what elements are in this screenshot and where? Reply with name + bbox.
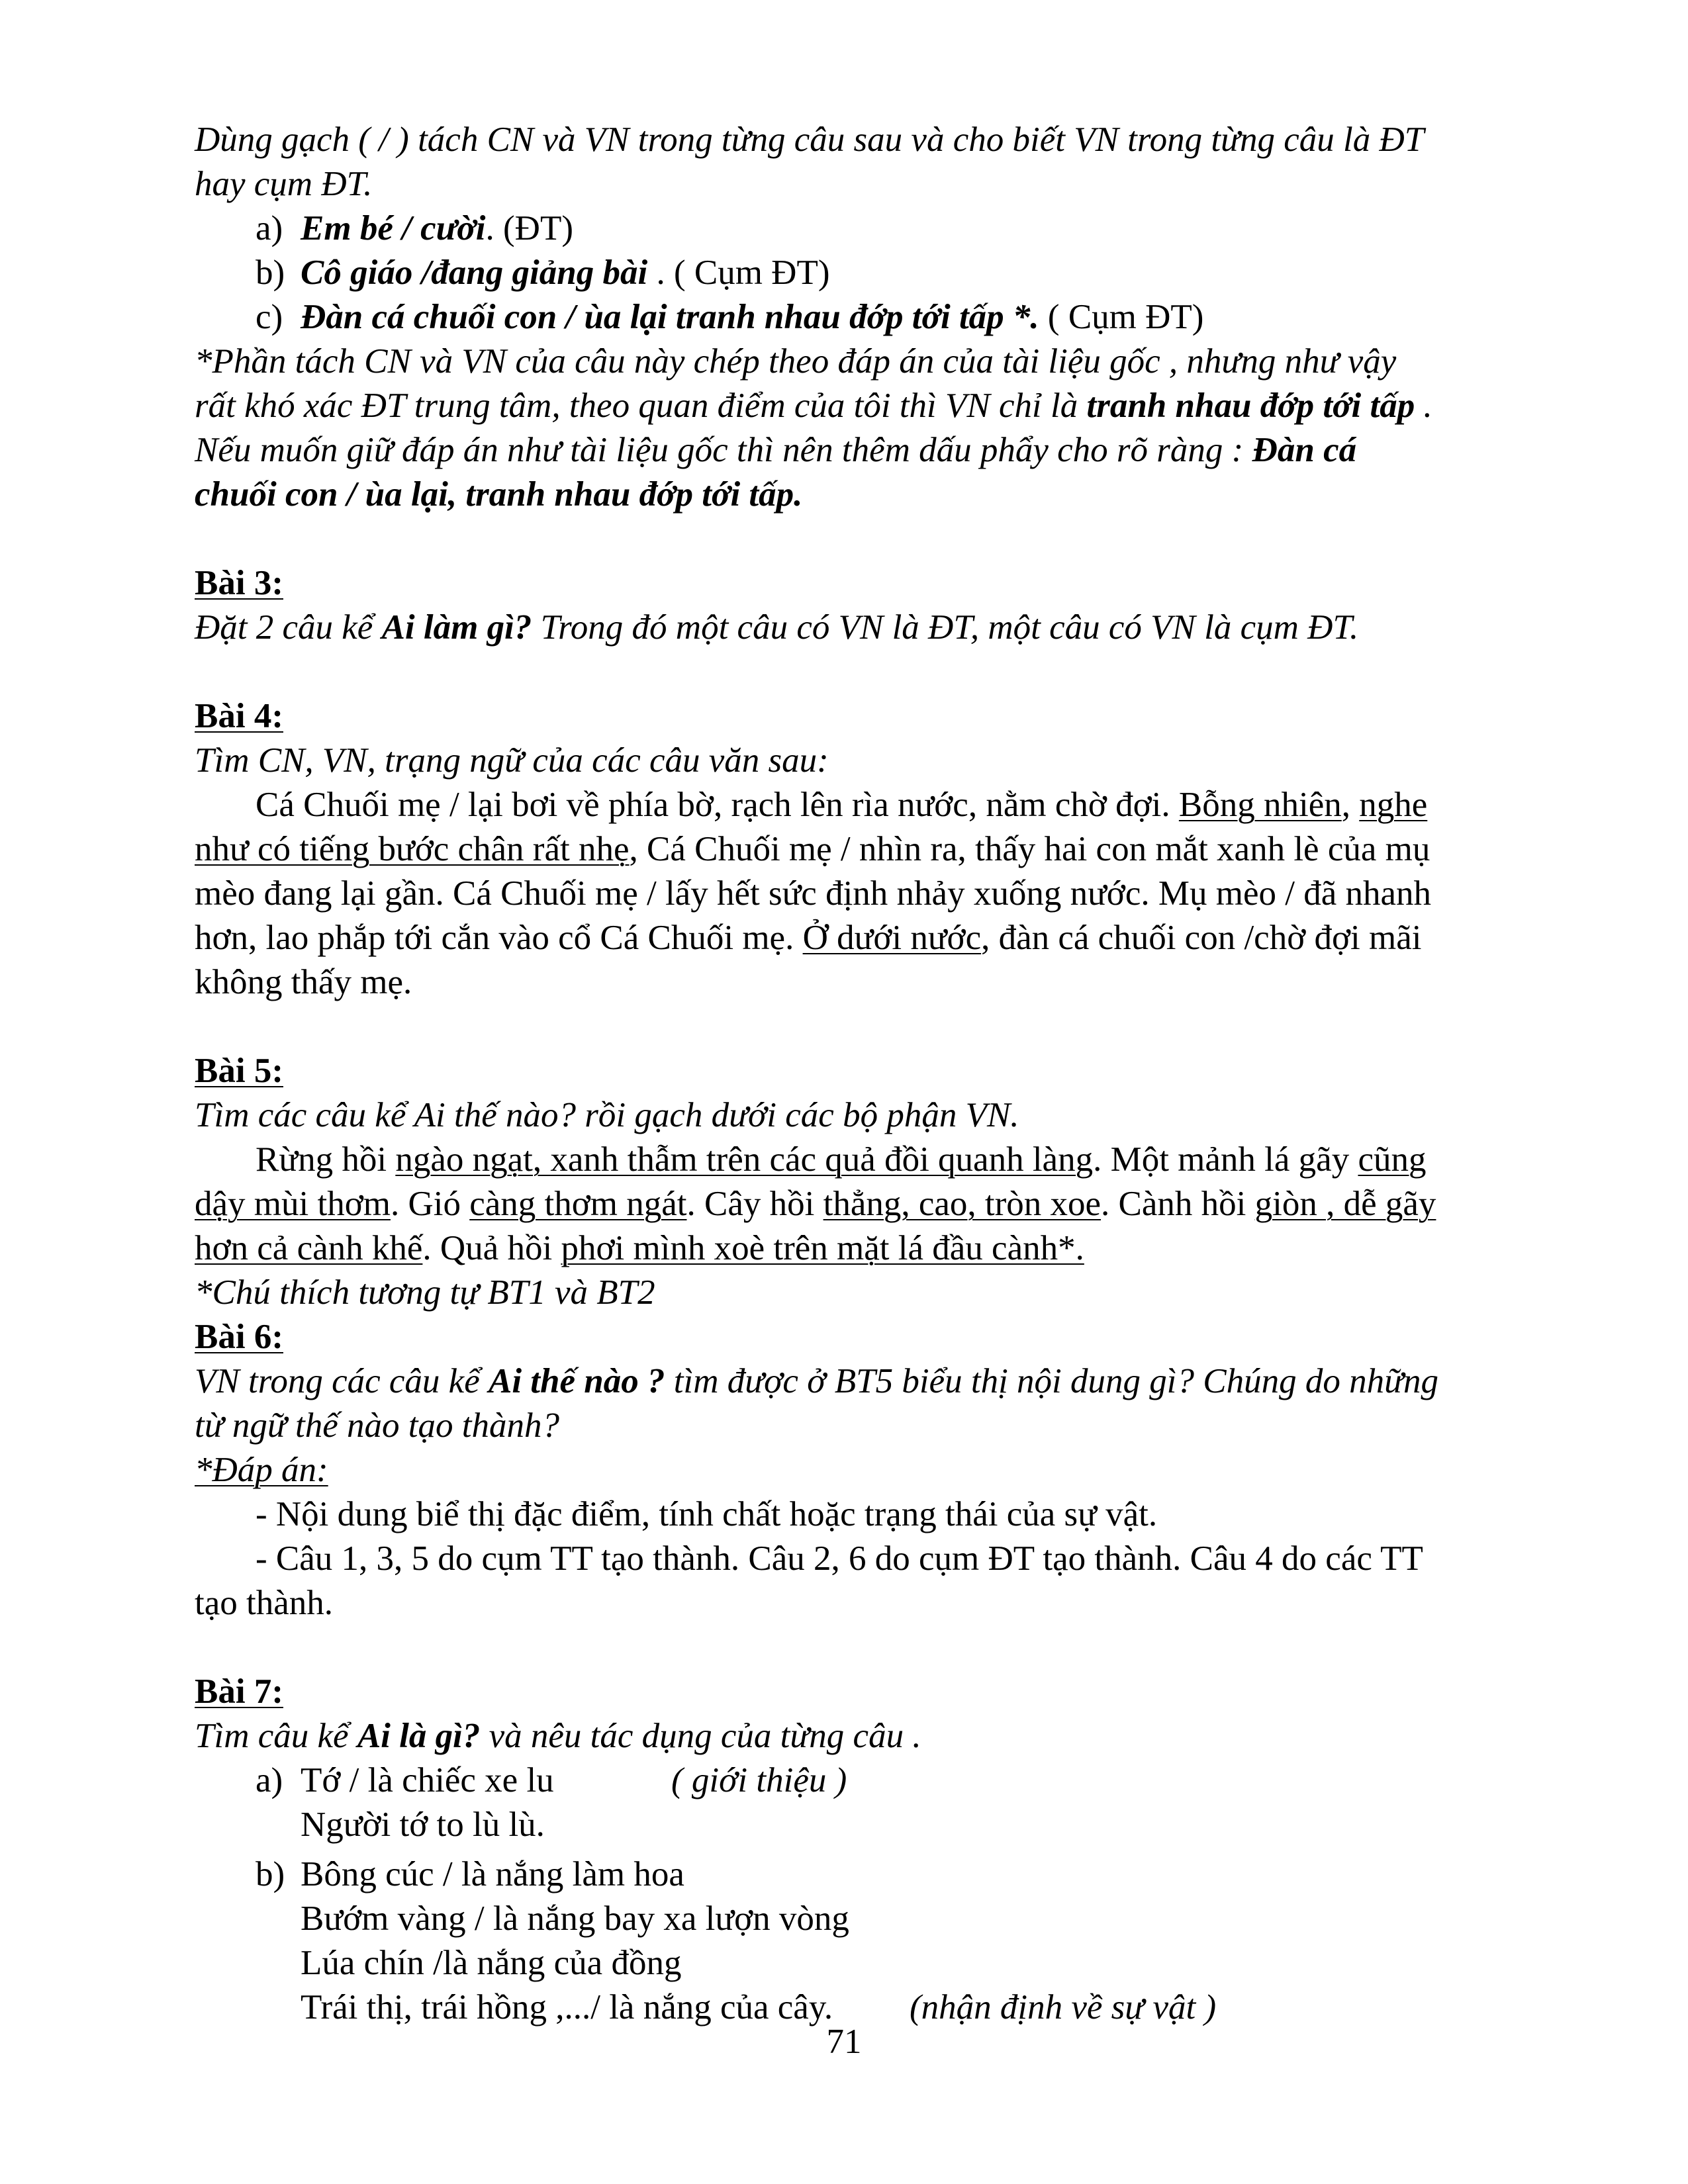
bai5-note: *Chú thích tương tự BT1 và BT2 <box>195 1273 655 1312</box>
list-label: b) <box>256 253 285 292</box>
underlined-text: phơi mình xoè trên mặt lá đầu cành*. <box>561 1229 1084 1267</box>
underlined-text: dậy mùi thơm <box>195 1185 391 1223</box>
poem-line: Trái thị, trái hồng ,.../ là nắng của cây. <box>301 1988 833 2026</box>
text: Cá Chuối mẹ / lại bơi về phía bờ, rạch lên rìa nước, nằm chờ đợi. <box>256 786 1179 824</box>
text: Rừng hồi <box>256 1140 396 1179</box>
sentence-bold: Đàn cá chuối con / ùa lại tranh nhau đớp tới tấp *. <box>301 298 1039 336</box>
bai6-question-line-1 <box>195 1359 1571 1404</box>
bai6-title: Bài 6: <box>195 1318 283 1356</box>
sentence-type: . ( Cụm ĐT) <box>647 253 830 292</box>
bai7-item-b-line-3: Lúa chín /là nắng của đồng <box>301 1944 682 1982</box>
list-item-a <box>195 206 1571 251</box>
question-text: Trong đó một câu có VN là ĐT, một câu có VN là cụm ĐT. <box>532 608 1359 647</box>
note-bold: Đàn cá <box>1252 431 1357 469</box>
question-text: và nêu tác dụng của từng câu . <box>480 1717 921 1755</box>
list-label: a) <box>256 1761 283 1799</box>
bai4-para-line-4 <box>195 916 1571 960</box>
bai7-item-a-line-2: Người tớ to lù lù. <box>301 1805 545 1844</box>
bai5-para-line-2 <box>195 1182 1571 1226</box>
bai3-title: Bài 3: <box>195 564 283 602</box>
bai5-para-line-1 <box>195 1138 1571 1182</box>
intro-line-2: hay cụm ĐT. <box>195 165 373 203</box>
bai7-item-b-line-1 <box>195 1852 1571 1897</box>
text: . Cây hồi <box>686 1185 823 1223</box>
intro-line-1: Dùng gạch ( / ) tách CN và VN trong từng câu sau và cho biết VN trong từng câu là ĐT <box>195 120 1425 159</box>
list-item-b <box>195 251 1571 295</box>
sentence-bold: Cô giáo /đang giảng bài <box>301 253 648 292</box>
list-label: c) <box>256 298 283 336</box>
bai5-question: Tìm các câu kể Ai thế nào? rồi gạch dưới các bộ phận VN. <box>195 1096 1019 1134</box>
underlined-text: Bỗng nhiên <box>1178 786 1342 824</box>
bai6-answer-2: - Câu 1, 3, 5 do cụm TT tạo thành. Câu 2, 6 do cụm ĐT tạo thành. Câu 4 do các TT <box>256 1539 1423 1578</box>
poem-line: Bông cúc / là nắng làm hoa <box>301 1855 684 1893</box>
bai4-para-line-2 <box>195 827 1571 872</box>
question-bold: Ai thế nào ? <box>488 1362 665 1400</box>
underlined-text: cũng <box>1358 1140 1427 1179</box>
bai6-question-line-2: từ ngữ thế nào tạo thành? <box>195 1406 559 1445</box>
bai7-question <box>195 1714 1571 1758</box>
bai3-question <box>195 606 1571 650</box>
text: . Cành hồi <box>1101 1185 1255 1223</box>
note-line-2 <box>195 384 1571 428</box>
question-bold: Ai làm gì? <box>381 608 532 647</box>
page-content <box>195 118 1571 2030</box>
list-label: b) <box>256 1855 285 1893</box>
note-text: rất khó xác ĐT trung tâm, theo quan điểm của tôi thì VN chỉ là <box>195 387 1087 425</box>
question-text: Đặt 2 câu kể <box>195 608 382 647</box>
bai7-item-b-line-2: Bướm vàng / là nắng bay xa lượn vòng <box>301 1899 849 1938</box>
poem-note: (nhận định về sự vật ) <box>910 1988 1217 2026</box>
bai4-para-line-3: mèo đang lại gần. Cá Chuối mẹ / lấy hết sức định nhảy xuống nước. Mụ mèo / đã nhanh <box>195 874 1431 913</box>
list-item-c <box>195 295 1571 340</box>
note-bold: tranh nhau đớp tới tấp <box>1086 387 1415 425</box>
list-label: a) <box>256 209 283 248</box>
note-line-1: *Phần tách CN và VN của câu này chép theo đáp án của tài liệu gốc , nhưng như vậy <box>195 342 1397 381</box>
note-line-4: chuối con / ùa lại, tranh nhau đớp tới tấp. <box>195 475 803 514</box>
bai6-answer-1: - Nội dung biể thị đặc điểm, tính chất hoặc trạng thái của sự vật. <box>256 1495 1158 1533</box>
text: hơn, lao phắp tới cắn vào cổ Cá Chuối mẹ. <box>195 919 803 957</box>
sentence-type: ( Cụm ĐT) <box>1039 298 1204 336</box>
bai6-answer-label: *Đáp án: <box>195 1451 328 1489</box>
question-text: VN trong các câu kể <box>195 1362 489 1400</box>
question-bold: Ai là gì? <box>357 1717 481 1755</box>
underlined-text: thẳng, cao, tròn xoe <box>823 1185 1102 1223</box>
note-text: Nếu muốn giữ đáp án như tài liệu gốc thì nên thêm dấu phẩy cho rõ ràng : <box>195 431 1252 469</box>
poem-note: ( giới thiệu ) <box>671 1761 847 1799</box>
text: . Gió <box>390 1185 470 1223</box>
underlined-text: như có tiếng bước chân rất nhẹ <box>195 830 630 868</box>
bai4-question: Tìm CN, VN, trạng ngữ của các câu văn sau: <box>195 741 829 780</box>
text: , đàn cá chuối con /chờ đợi mãi <box>981 919 1422 957</box>
underlined-text: càng thơm ngát <box>469 1185 687 1223</box>
text: . Một mảnh lá gãy <box>1093 1140 1358 1179</box>
underlined-text: ngào ngạt, xanh thẫm trên các quả đồi quanh làng <box>395 1140 1094 1179</box>
underlined-text: nghe <box>1359 786 1428 824</box>
question-text: Tìm câu kể <box>195 1717 357 1755</box>
bai7-title: Bài 7: <box>195 1672 283 1711</box>
bai4-title: Bài 4: <box>195 697 283 735</box>
question-text: tìm được ở BT5 biểu thị nội dung gì? Chúng do những <box>665 1362 1438 1400</box>
bai4-para-line-1 <box>195 783 1571 827</box>
text: , <box>1341 786 1360 824</box>
page-number: 71 <box>826 2023 862 2061</box>
sentence-bold: Em bé / cười <box>301 209 486 248</box>
note-text: . <box>1415 387 1432 425</box>
note-line-3 <box>195 428 1571 473</box>
poem-line: Tớ / là chiếc xe lu <box>301 1761 554 1799</box>
text: . Quả hồi <box>422 1229 561 1267</box>
underlined-text: Ở dưới nước <box>802 919 982 957</box>
bai5-title: Bài 5: <box>195 1052 283 1090</box>
bai7-item-a-line-1 <box>195 1758 1571 1803</box>
underlined-text: hơn cả cành khế <box>195 1229 423 1267</box>
text: , Cá Chuối mẹ / nhìn ra, thấy hai con mắt xanh lè của mụ <box>629 830 1430 868</box>
bai4-para-line-5: không thấy mẹ. <box>195 963 412 1001</box>
sentence-type: . (ĐT) <box>485 209 573 248</box>
underlined-text: giòn , dễ gãy <box>1254 1185 1436 1223</box>
bai6-answer-3: tạo thành. <box>195 1584 333 1622</box>
bai5-para-line-3 <box>195 1226 1571 1271</box>
